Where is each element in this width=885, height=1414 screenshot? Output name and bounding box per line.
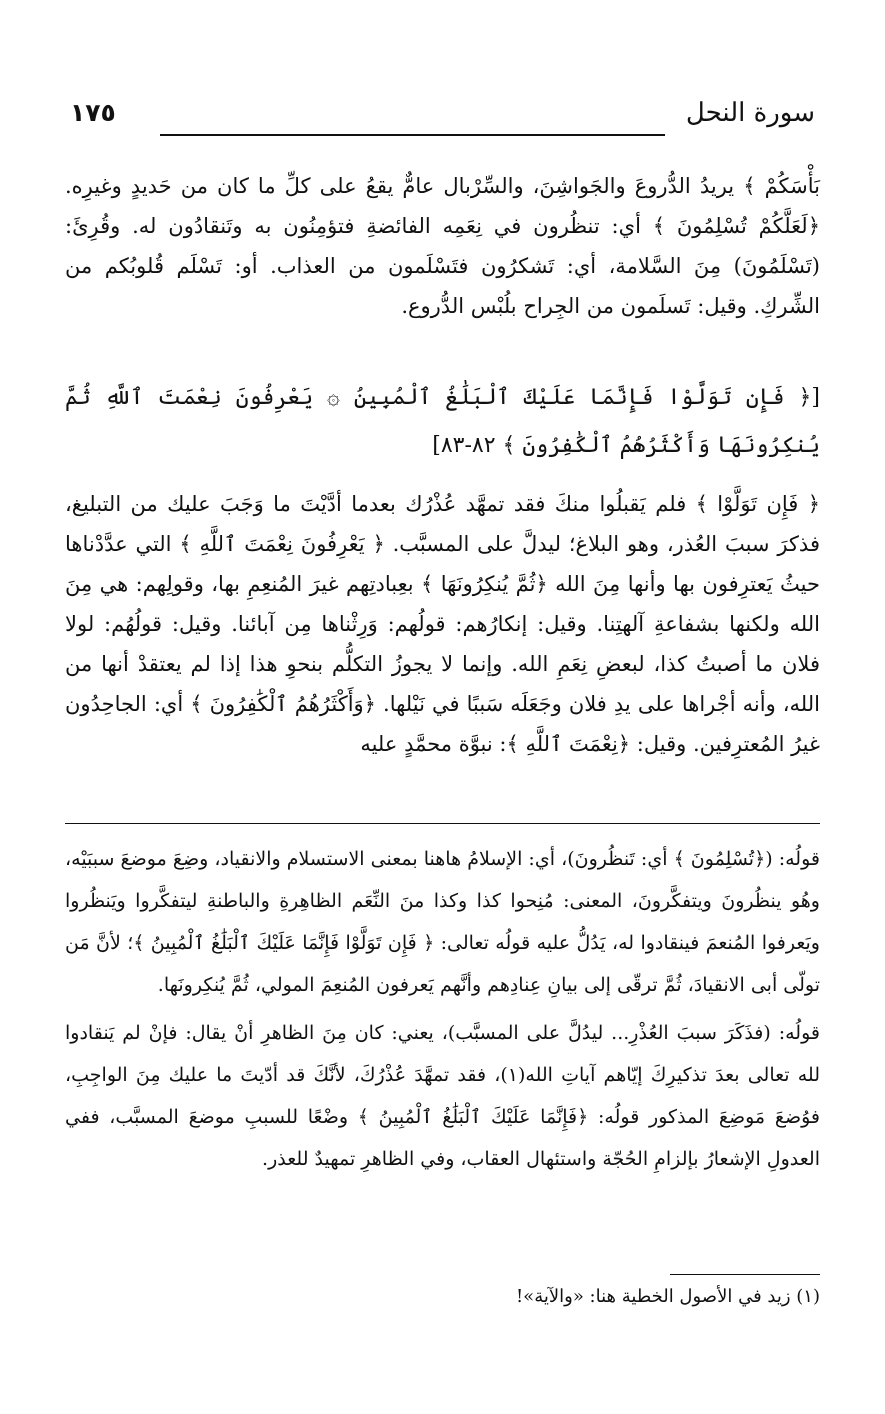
note-paragraph-2: قولُه: (فذَكَرَ سببَ العُذْرِ... ليدُلَّ على المسبَّب)، يعني: كان مِنَ الظاهرِ أنْ يقال: فإنْ لم يَنقادوا لله تعالى بعدَ تذكيرِكَ إيّاهم آياتِ الله(١)، فقد تمهَّدَ عُذْرُكَ، لأنَّكَ قد أدّيتَ ما عليك مِنَ الواجِبِ، فوُضعَ مَوضِعَ المذكور قولُه: ﴿فَإِنَّمَا عَلَيْكَ ٱلْبَلَٰغُ ٱلْمُبِينُ ﴾ وضْعًا للسببِ موضعَ المسبَّب، ففي العدولِ الإشعارُ بإلزامِ الحُجّة واستئهال العقاب، وفي الظاهرِ تمهيدٌ للعذر.	[65, 1022, 820, 1170]
header-rule	[160, 134, 665, 136]
page-header	[70, 98, 815, 142]
footnote-text: (١) زيد في الأصول الخطية هنا: «والآية»!	[515, 1286, 820, 1307]
commentary-block	[65, 484, 820, 764]
commentary-paragraph: ﴿ فَإِن تَوَلَّوْا ﴾ فلم يَقبلُوا منكَ فقد تمهَّد عُذْرُك بعدما أدَّيْتَ ما وَجَبَ عليك من التبليغ، فذكرَ سببَ العُذر، وهو البلاغ؛ ليدلَّ على المسبَّب. ﴿ يَعْرِفُونَ نِعْمَتَ ٱللَّهِ ﴾ التي عدَّدْناها حيثُ يَعترِفون بها وأنها مِنَ الله ﴿ثُمَّ يُنكِرُونَهَا ﴾ بعِبادتِهم غيرَ المُنعِمِ بها، وقولِهم: هي مِنَ الله ولكنها بشفاعةِ آلهتِنا. وقيل: إنكارُهم: قولُهم: وَرِثْناها مِن آبائنا. وقيل: قولُهُم: لولا فلان ما أصبتُ كذا، لبعضِ نِعَمِ الله. وإنما لا يجوزُ التكلُّم بنحوِ هذا إذا لم يعتقدْ أنها من الله، وأنه أجْراها على يدِ فلان وجَعَلَه سَببًا في نَيْلها. ﴿وَأَكْثَرُهُمُ ٱلْكَٰفِرُونَ ﴾ أي: الجاحِدُون غيرُ المُعترِفين. وقيل: ﴿نِعْمَتَ ٱللَّهِ ﴾: نبوَّة محمَّدٍ عليه	[65, 492, 820, 756]
page-number: ١٧٥	[70, 98, 116, 127]
surah-title: سورة النحل	[685, 98, 815, 128]
main-paragraph: بَأْسَكُمْ ﴾ يريدُ الدُّروعَ والجَواشِنَ، والسِّرْبال عامٌّ يقعُ على كلِّ ما كان من حَديدٍ وغيرِه. ﴿لَعَلَّكُمْ تُسْلِمُونَ ﴾ أي: تنظُرون في نِعَمِه الفائضةِ فتؤمِنُون به وتَنقادُون له. وقُرِئَ: (تَسْلَمُونَ) مِنَ السَّلامة، أي: تَشكرُون فتَسْلَمون من العذاب. أو: تَسْلَم قُلوبُكم من الشِّركِ. وقيل: تَسلَمون من الجِراح بلُبْس الدُّروع.	[65, 174, 820, 318]
main-text-block	[65, 166, 820, 326]
quran-verse-block	[65, 374, 820, 470]
note-paragraph-1: قولُه: (﴿تُسْلِمُونَ ﴾ أي: تَنظُرونَ)، أي: الإسلامُ هاهنا بمعنى الاستسلام والانقياد، وضِعَ موضعَ سببَيْه، وهُو ينظُرونَ ويتفكَّرونَ، المعنى: مُنِحوا كذا وكذا منَ النِّعَم الظاهِرةِ والباطنةِ ليتفكَّروا ويَنظُروا ويَعرفوا المُنعمَ فينقادوا له، يَدُلُّ عليه قولُه تعالى: ﴿ فَإِن تَوَلَّوْا فَإِنَّمَا عَلَيْكَ ٱلْبَلَٰغُ ٱلْمُبِينُ ﴾؛ لأنَّ مَن تولّى أبى الانقيادَ، ثُمَّ ترقّى إلى بيانِ عِنادِهم وأنَّهم يَعرفون المُنعِمَ المولي، ثُمَّ يُنكِرونَها.	[65, 848, 820, 996]
notes-block	[65, 838, 820, 1180]
quran-verse: [﴿ فَإِن تَوَلَّوْا فَإِنَّمَا عَلَيْكَ ٱلْبَلَٰغُ ٱلْمُبِينُ ۞ يَعْرِفُونَ نِعْمَتَ ٱللَّهِ ثُمَّ يُنكِرُونَهَا وَأَكْثَرُهُمُ ٱلْكَٰفِرُونَ ﴾ ٨٢-٨٣]	[65, 385, 820, 458]
footnote-divider	[670, 1274, 820, 1275]
footnote-block	[65, 1282, 820, 1312]
section-divider	[65, 823, 820, 824]
